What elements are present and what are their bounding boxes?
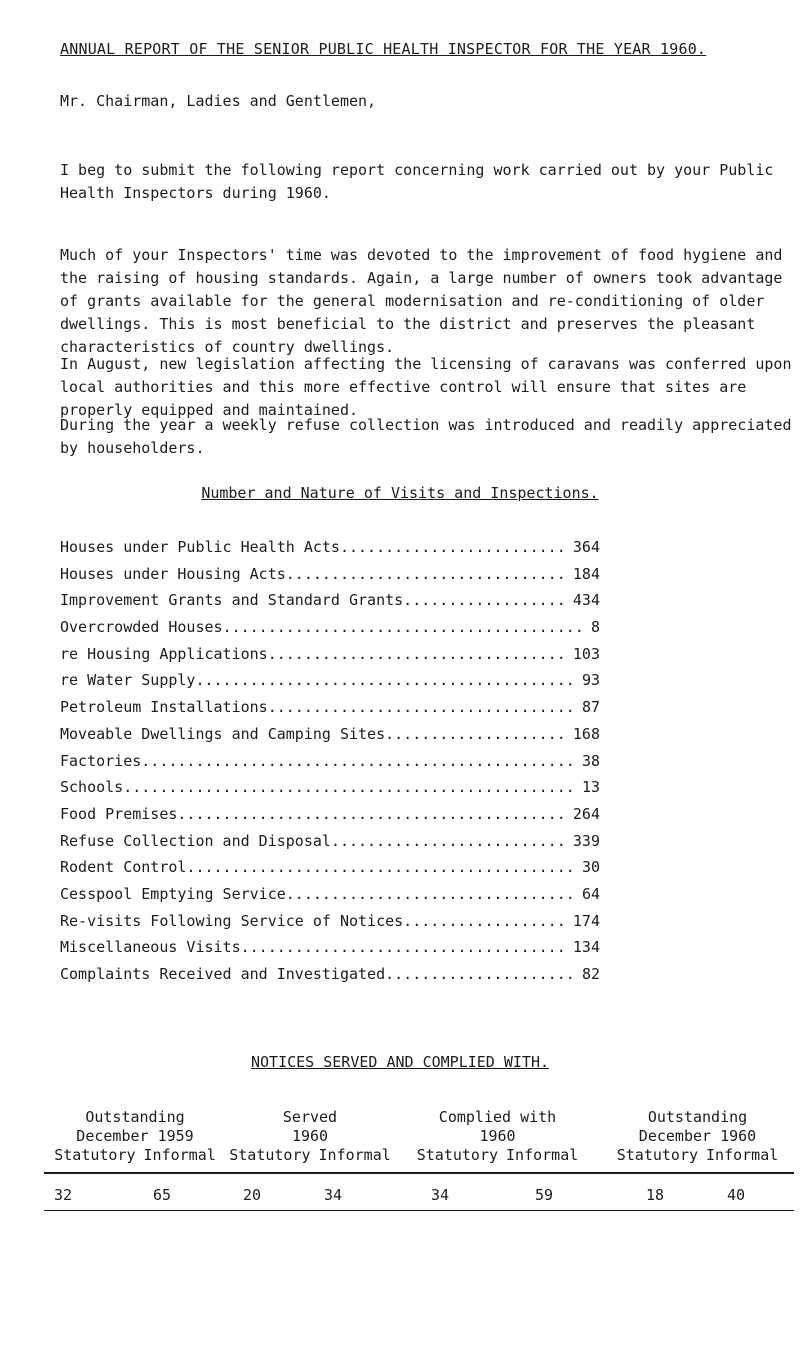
visit-label: Re-visits Following Service of Notices (60, 911, 404, 930)
list-item (60, 778, 600, 805)
paragraph-refuse: During the year a weekly refuse collection was introduced and readily appreciated by householders. (60, 416, 792, 457)
list-item (60, 538, 600, 565)
list-item (60, 938, 600, 965)
report-title: ANNUAL REPORT OF THE SENIOR PUBLIC HEALTH INSPECTOR FOR THE YEAR 1960. (60, 40, 707, 58)
visit-label: re Housing Applications (60, 644, 268, 663)
column-title: Served (282, 1108, 338, 1126)
outstanding-1960-informal-value: 40 (726, 1186, 746, 1204)
list-item (60, 965, 600, 992)
list-item (60, 645, 600, 672)
column-subheaders (595, 1146, 800, 1165)
outstanding-1960-statutory-value: 18 (645, 1186, 665, 1204)
table-rule-top (44, 1172, 794, 1174)
visit-count: 13 (581, 778, 600, 797)
visit-count: 64 (581, 884, 600, 903)
visit-label: Miscellaneous Visits (60, 938, 241, 957)
informal-label: Informal (706, 1146, 779, 1164)
visit-label: Moveable Dwellings and Camping Sites (60, 724, 386, 743)
visit-count: 339 (572, 831, 600, 850)
visit-label: re Water Supply (60, 671, 196, 690)
leader-dots (177, 805, 569, 823)
list-item (60, 912, 600, 939)
visits-list (60, 538, 600, 992)
visit-count: 434 (572, 591, 600, 610)
leader-dots (186, 858, 578, 876)
leader-dots (385, 965, 578, 983)
leader-dots (141, 752, 578, 770)
notices-column-complied-1960 (405, 1108, 590, 1165)
column-period: 1960 (479, 1127, 516, 1145)
served-1960-informal-value: 34 (323, 1186, 343, 1204)
notices-column-served-1960 (230, 1108, 390, 1165)
complied-1960-statutory-value: 34 (430, 1186, 450, 1204)
leader-dots (403, 912, 569, 930)
complied-1960-informal-value: 59 (534, 1186, 554, 1204)
visits-heading: Number and Nature of Visits and Inspections. (201, 484, 599, 502)
leader-dots (340, 538, 569, 556)
leader-dots (385, 725, 569, 743)
paragraph-caravans: In August, new legislation affecting the licensing of caravans was conferred upon local authorities and this more effective control will ensure that sites are properly equipped and maintained. (60, 355, 792, 419)
column-subheaders (40, 1146, 230, 1165)
leader-dots (123, 778, 578, 796)
list-item (60, 885, 600, 912)
paragraph-intro: I beg to submit the following report concerning work carried out by your Public Health Inspectors during 1960. (60, 161, 774, 202)
list-item (60, 858, 600, 885)
visit-label: Houses under Housing Acts (60, 564, 286, 583)
table-rule-bottom (44, 1210, 794, 1211)
column-title: Complied with (438, 1108, 557, 1126)
list-item (60, 591, 600, 618)
leader-dots (268, 698, 578, 716)
visit-count: 38 (581, 751, 600, 770)
visit-count: 364 (572, 538, 600, 556)
visit-label: Rodent Control (60, 858, 187, 877)
list-item (60, 698, 600, 725)
visit-count: 87 (581, 698, 600, 717)
served-1960-statutory-value: 20 (242, 1186, 262, 1204)
visit-count: 264 (572, 804, 600, 823)
visit-label: Refuse Collection and Disposal (60, 831, 331, 850)
visit-count: 184 (572, 564, 600, 583)
leader-dots (268, 645, 569, 663)
column-subheaders (405, 1146, 590, 1165)
leader-dots (286, 885, 578, 903)
leader-dots (223, 618, 582, 636)
leader-dots (241, 938, 569, 956)
salutation: Mr. Chairman, Ladies and Gentlemen, (60, 92, 377, 110)
notices-heading: NOTICES SERVED AND COMPLIED WITH. (250, 1053, 549, 1071)
visit-count: 30 (581, 858, 600, 877)
column-title: Outstanding (85, 1108, 185, 1126)
statutory-label: Statutory (616, 1146, 699, 1164)
list-item (60, 752, 600, 779)
column-period: December 1960 (638, 1127, 757, 1145)
statutory-label: Statutory (416, 1146, 499, 1164)
column-subheaders (230, 1146, 390, 1165)
visit-count: 174 (572, 911, 600, 930)
leader-dots (331, 832, 569, 850)
visit-count: 8 (590, 618, 600, 637)
informal-label: Informal (506, 1146, 579, 1164)
list-item (60, 725, 600, 752)
list-item (60, 832, 600, 859)
visit-count: 103 (572, 644, 600, 663)
informal-label: Informal (318, 1146, 391, 1164)
list-item (60, 805, 600, 832)
visit-count: 82 (581, 965, 600, 983)
column-period: December 1959 (76, 1127, 194, 1145)
paragraph-food-housing: Much of your Inspectors' time was devoted to the improvement of food hygiene and the raising of housing standards. Again, a large number of owners took advantage of grants available for the general modernisation and re-conditioning of older dwellings. This is most beneficial to the district and preserves the pleasant characteristics of country dwellings. (60, 246, 783, 356)
visit-label: Cesspool Emptying Service (60, 884, 286, 903)
outstanding-1959-statutory-value: 32 (53, 1186, 73, 1204)
visit-label: Overcrowded Houses (60, 618, 223, 637)
leader-dots (195, 671, 577, 689)
visit-label: Petroleum Installations (60, 698, 268, 717)
informal-label: Informal (143, 1146, 216, 1164)
statutory-label: Statutory (54, 1146, 136, 1164)
statutory-label: Statutory (229, 1146, 311, 1164)
list-item (60, 565, 600, 592)
visit-label: Food Premises (60, 804, 178, 823)
column-period: 1960 (291, 1127, 329, 1145)
notices-column-outstanding-1960 (595, 1108, 800, 1165)
visit-count: 93 (581, 671, 600, 690)
notices-column-outstanding-1959 (40, 1108, 230, 1165)
list-item (60, 671, 600, 698)
leader-dots (403, 591, 569, 609)
visit-label: Improvement Grants and Standard Grants (60, 591, 404, 610)
list-item (60, 618, 600, 645)
visit-label: Factories (60, 751, 142, 770)
visit-label: Complaints Received and Investigated (60, 965, 386, 983)
visit-count: 168 (572, 724, 600, 743)
column-title: Outstanding (647, 1108, 748, 1126)
visit-label: Schools (60, 778, 124, 797)
visit-count: 134 (572, 938, 600, 957)
visit-label: Houses under Public Health Acts (60, 538, 340, 556)
leader-dots (286, 565, 569, 583)
outstanding-1959-informal-value: 65 (152, 1186, 172, 1204)
